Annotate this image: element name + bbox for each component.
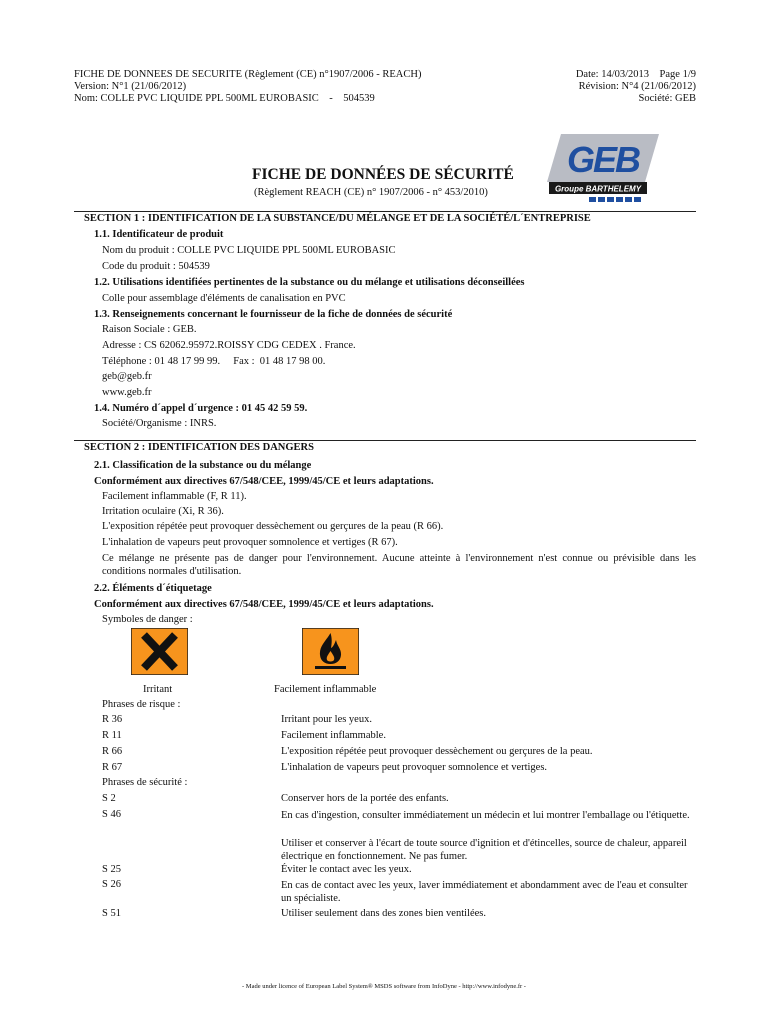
section-1-rule [74, 211, 696, 212]
product-use: Colle pour assemblage d'éléments de canalisation en PVC [102, 293, 346, 304]
header-company: Société: GEB [638, 93, 696, 104]
product-name: Nom du produit : COLLE PVC LIQUIDE PPL 500ML EUROBASIC [102, 245, 396, 256]
heading-2-2: 2.2. Éléments d´étiquetage [94, 583, 212, 594]
section-2-title: SECTION 2 : IDENTIFICATION DES DANGERS [84, 442, 314, 453]
risk-code: R 66 [102, 746, 123, 757]
document-title: FICHE DE DONNÉES DE SÉCURITÉ [252, 166, 514, 183]
header-product-name: Nom: COLLE PVC LIQUIDE PPL 500ML EUROBASIC - 504539 [74, 93, 375, 104]
logo-tagline: Groupe BARTHELEMY [554, 184, 642, 194]
section-1-title: SECTION 1 : IDENTIFICATION DE LA SUBSTANCE/DU MÉLANGE ET DE LA SOCIÉTÉ/L´ENTREPRISE [84, 213, 591, 224]
safety-text: En cas de contact avec les yeux, laver immédiatement et abondamment avec de l'eau et consulter un spécialiste. [281, 880, 688, 904]
risk-code: R 67 [102, 762, 123, 773]
flammable-symbol-label: Facilement inflammable [274, 684, 377, 695]
risk-code: R 36 [102, 714, 123, 725]
logo-text: GEB [566, 139, 640, 180]
safety-code: S 51 [102, 908, 121, 919]
classification-vapours: L'inhalation de vapeurs peut provoquer somnolence et vertiges (R 67). [102, 537, 398, 548]
directive-note-1: Conformément aux directives 67/548/CEE, 1999/45/CE et leurs adaptations. [94, 476, 434, 487]
risk-text: Irritant pour les yeux. [281, 714, 372, 725]
flame-icon [302, 628, 359, 675]
safety-text: Utiliser et conserver à l'écart de toute source d'ignition et d'étincelles, source de chaleur, appareil électrique en fonctionnement. Ne pas fumer. [281, 838, 687, 862]
safety-text: Conserver hors de la portée des enfants. [281, 793, 449, 804]
product-code: Code du produit : 504539 [102, 261, 210, 272]
company-email: geb@geb.fr [102, 371, 152, 382]
heading-1-4: 1.4. Numéro d´appel d´urgence : 01 45 42 59 59. [94, 403, 308, 414]
safety-code: S 2 [102, 793, 116, 804]
header-doc-type: FICHE DE DONNEES DE SECURITE (Règlement (CE) n°1907/2006 - REACH) [74, 69, 422, 80]
company-address: Adresse : CS 62062.95972.ROISSY CDG CEDEX . France. [102, 340, 356, 351]
irritant-x-icon [131, 628, 188, 675]
risk-text: L'exposition répétée peut provoquer dessèchement ou gerçures de la peau. [281, 746, 593, 757]
page-footer: - Made under licence of European Label System® MSDS software from InfoDyne - http://www.infodyne.fr - [242, 983, 526, 990]
risk-code: R 11 [102, 730, 122, 741]
company-name: Raison Sociale : GEB. [102, 324, 197, 335]
risk-text: L'inhalation de vapeurs peut provoquer somnolence et vertiges. [281, 762, 548, 773]
heading-1-2: 1.2. Utilisations identifiées pertinentes de la substance ou du mélange et utilisations déconseillées [94, 277, 525, 288]
classification-skin: L'exposition répétée peut provoquer dessèchement ou gerçures de la peau (R 66). [102, 521, 444, 532]
safety-text: Utiliser seulement dans des zones bien ventilées. [281, 908, 486, 919]
company-phone-fax: Téléphone : 01 48 17 99 99. Fax : 01 48 17 98 00. [102, 356, 326, 367]
document-subtitle: (Règlement REACH (CE) n° 1907/2006 - n° 453/2010) [254, 187, 488, 198]
directive-note-2: Conformément aux directives 67/548/CEE, 1999/45/CE et leurs adaptations. [94, 599, 434, 610]
safety-code: S 46 [102, 809, 121, 820]
heading-2-1: 2.1. Classification de la substance ou du mélange [94, 460, 312, 471]
safety-text: En cas d'ingestion, consulter immédiatement un médecin et lui montrer l'emballage ou l'étiquette. [281, 810, 690, 821]
header-revision: Révision: N°4 (21/06/2012) [578, 81, 696, 92]
heading-1-1: 1.1. Identificateur de produit [94, 229, 224, 240]
emergency-organisation: Société/Organisme : INRS. [102, 418, 217, 429]
classification-eye-irritation: Irritation oculaire (Xi, R 36). [102, 506, 224, 517]
safety-code: S 25 [102, 864, 121, 875]
section-2-rule [74, 440, 696, 441]
geb-logo [545, 134, 659, 206]
classification-environment: Ce mélange ne présente pas de danger pour l'environnement. Aucune atteinte à l'environnement n'est connue ou prévisible dans les conditions normales d'utilisation. [102, 553, 696, 577]
safety-text: Éviter le contact avec les yeux. [281, 864, 412, 875]
classification-flammable: Facilement inflammable (F, R 11). [102, 491, 247, 502]
hazard-symbols-label: Symboles de danger : [102, 614, 193, 625]
heading-1-3: 1.3. Renseignements concernant le fournisseur de la fiche de données de sécurité [94, 309, 453, 320]
safety-code: S 26 [102, 879, 121, 890]
safety-phrases-label: Phrases de sécurité : [102, 777, 188, 788]
irritant-symbol-label: Irritant [143, 684, 173, 695]
header-date-page: Date: 14/03/2013 Page 1/9 [575, 69, 696, 80]
company-website: www.geb.fr [102, 387, 152, 398]
header-version: Version: N°1 (21/06/2012) [74, 81, 187, 92]
risk-phrases-label: Phrases de risque : [102, 699, 181, 710]
risk-text: Facilement inflammable. [281, 730, 386, 741]
